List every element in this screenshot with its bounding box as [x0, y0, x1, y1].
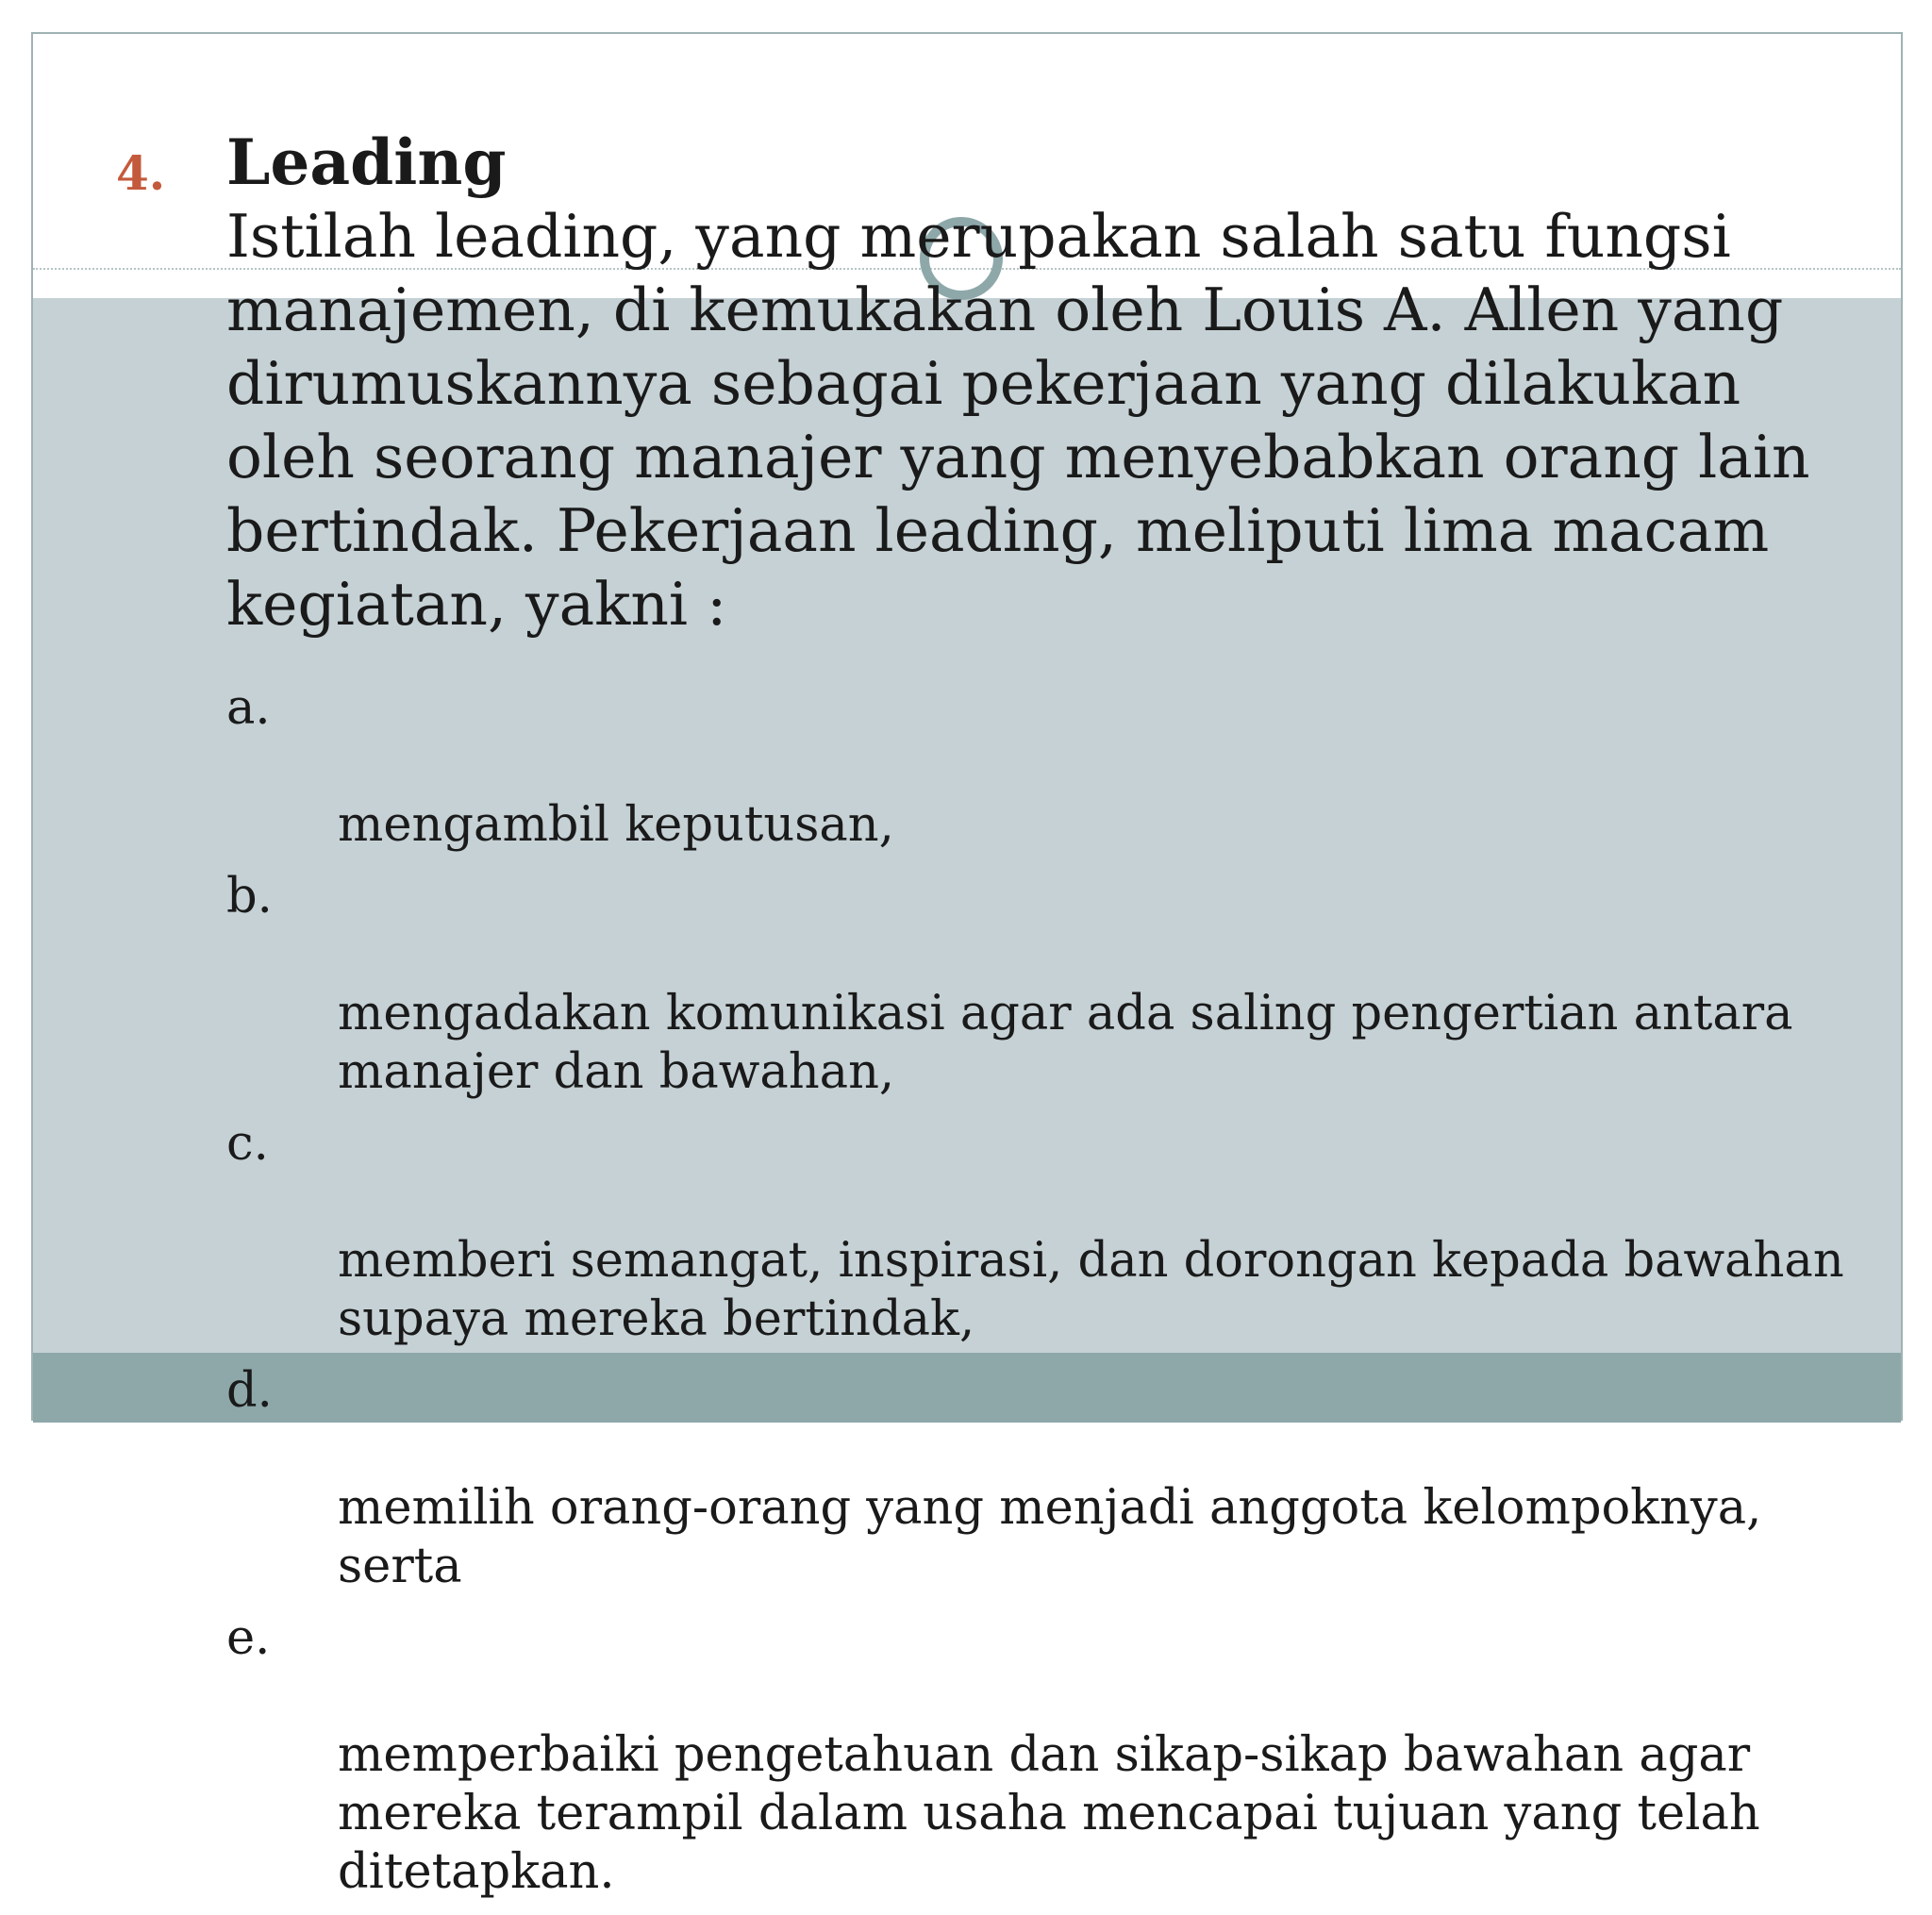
slide [31, 32, 1903, 1900]
activity-list [226, 679, 1849, 1915]
list-marker: c. [226, 1116, 269, 1172]
list-item-text: memperbaiki pengetahuan dan sikap-sikap bawahan agar mereka terampil dalam usaha mencapai tujuan yang telah ditetapkan. [338, 1727, 1760, 1900]
intro-paragraph: Istilah leading, yang merupakan salah satu fungsi manajemen, di kemukakan oleh Louis A. Allen yang dirumuskannya sebagai pekerjaan yang dilakukan oleh seorang manajer yang menyebabkan orang lain bertindak. Pekerjaan leading, meliputi lima macam kegiatan, yakni : [226, 202, 1810, 639]
list-item [226, 1609, 1849, 1902]
list-item-text: mengambil keputusan, [338, 797, 894, 853]
list-item-text: mengadakan komunikasi agar ada saling pengertian antara manajer dan bawahan, [338, 986, 1793, 1100]
list-marker: a. [226, 680, 271, 736]
list-marker: b. [226, 869, 273, 924]
list-marker: d. [226, 1363, 273, 1419]
list-item [226, 1362, 1849, 1596]
slide-content [33, 34, 1901, 1900]
list-marker: e. [226, 1610, 271, 1666]
list-item-text: memilih orang-orang yang menjadi anggota kelompoknya, serta [338, 1480, 1762, 1594]
list-item-text: memberi semangat, inspirasi, dan dorongan kepada bawahan supaya mereka bertindak, [338, 1233, 1844, 1347]
item-number: 4. [116, 145, 166, 201]
list-item [226, 679, 1849, 855]
list-item [226, 1115, 1849, 1349]
list-item [226, 868, 1849, 1102]
slide-heading: Leading [226, 125, 507, 199]
